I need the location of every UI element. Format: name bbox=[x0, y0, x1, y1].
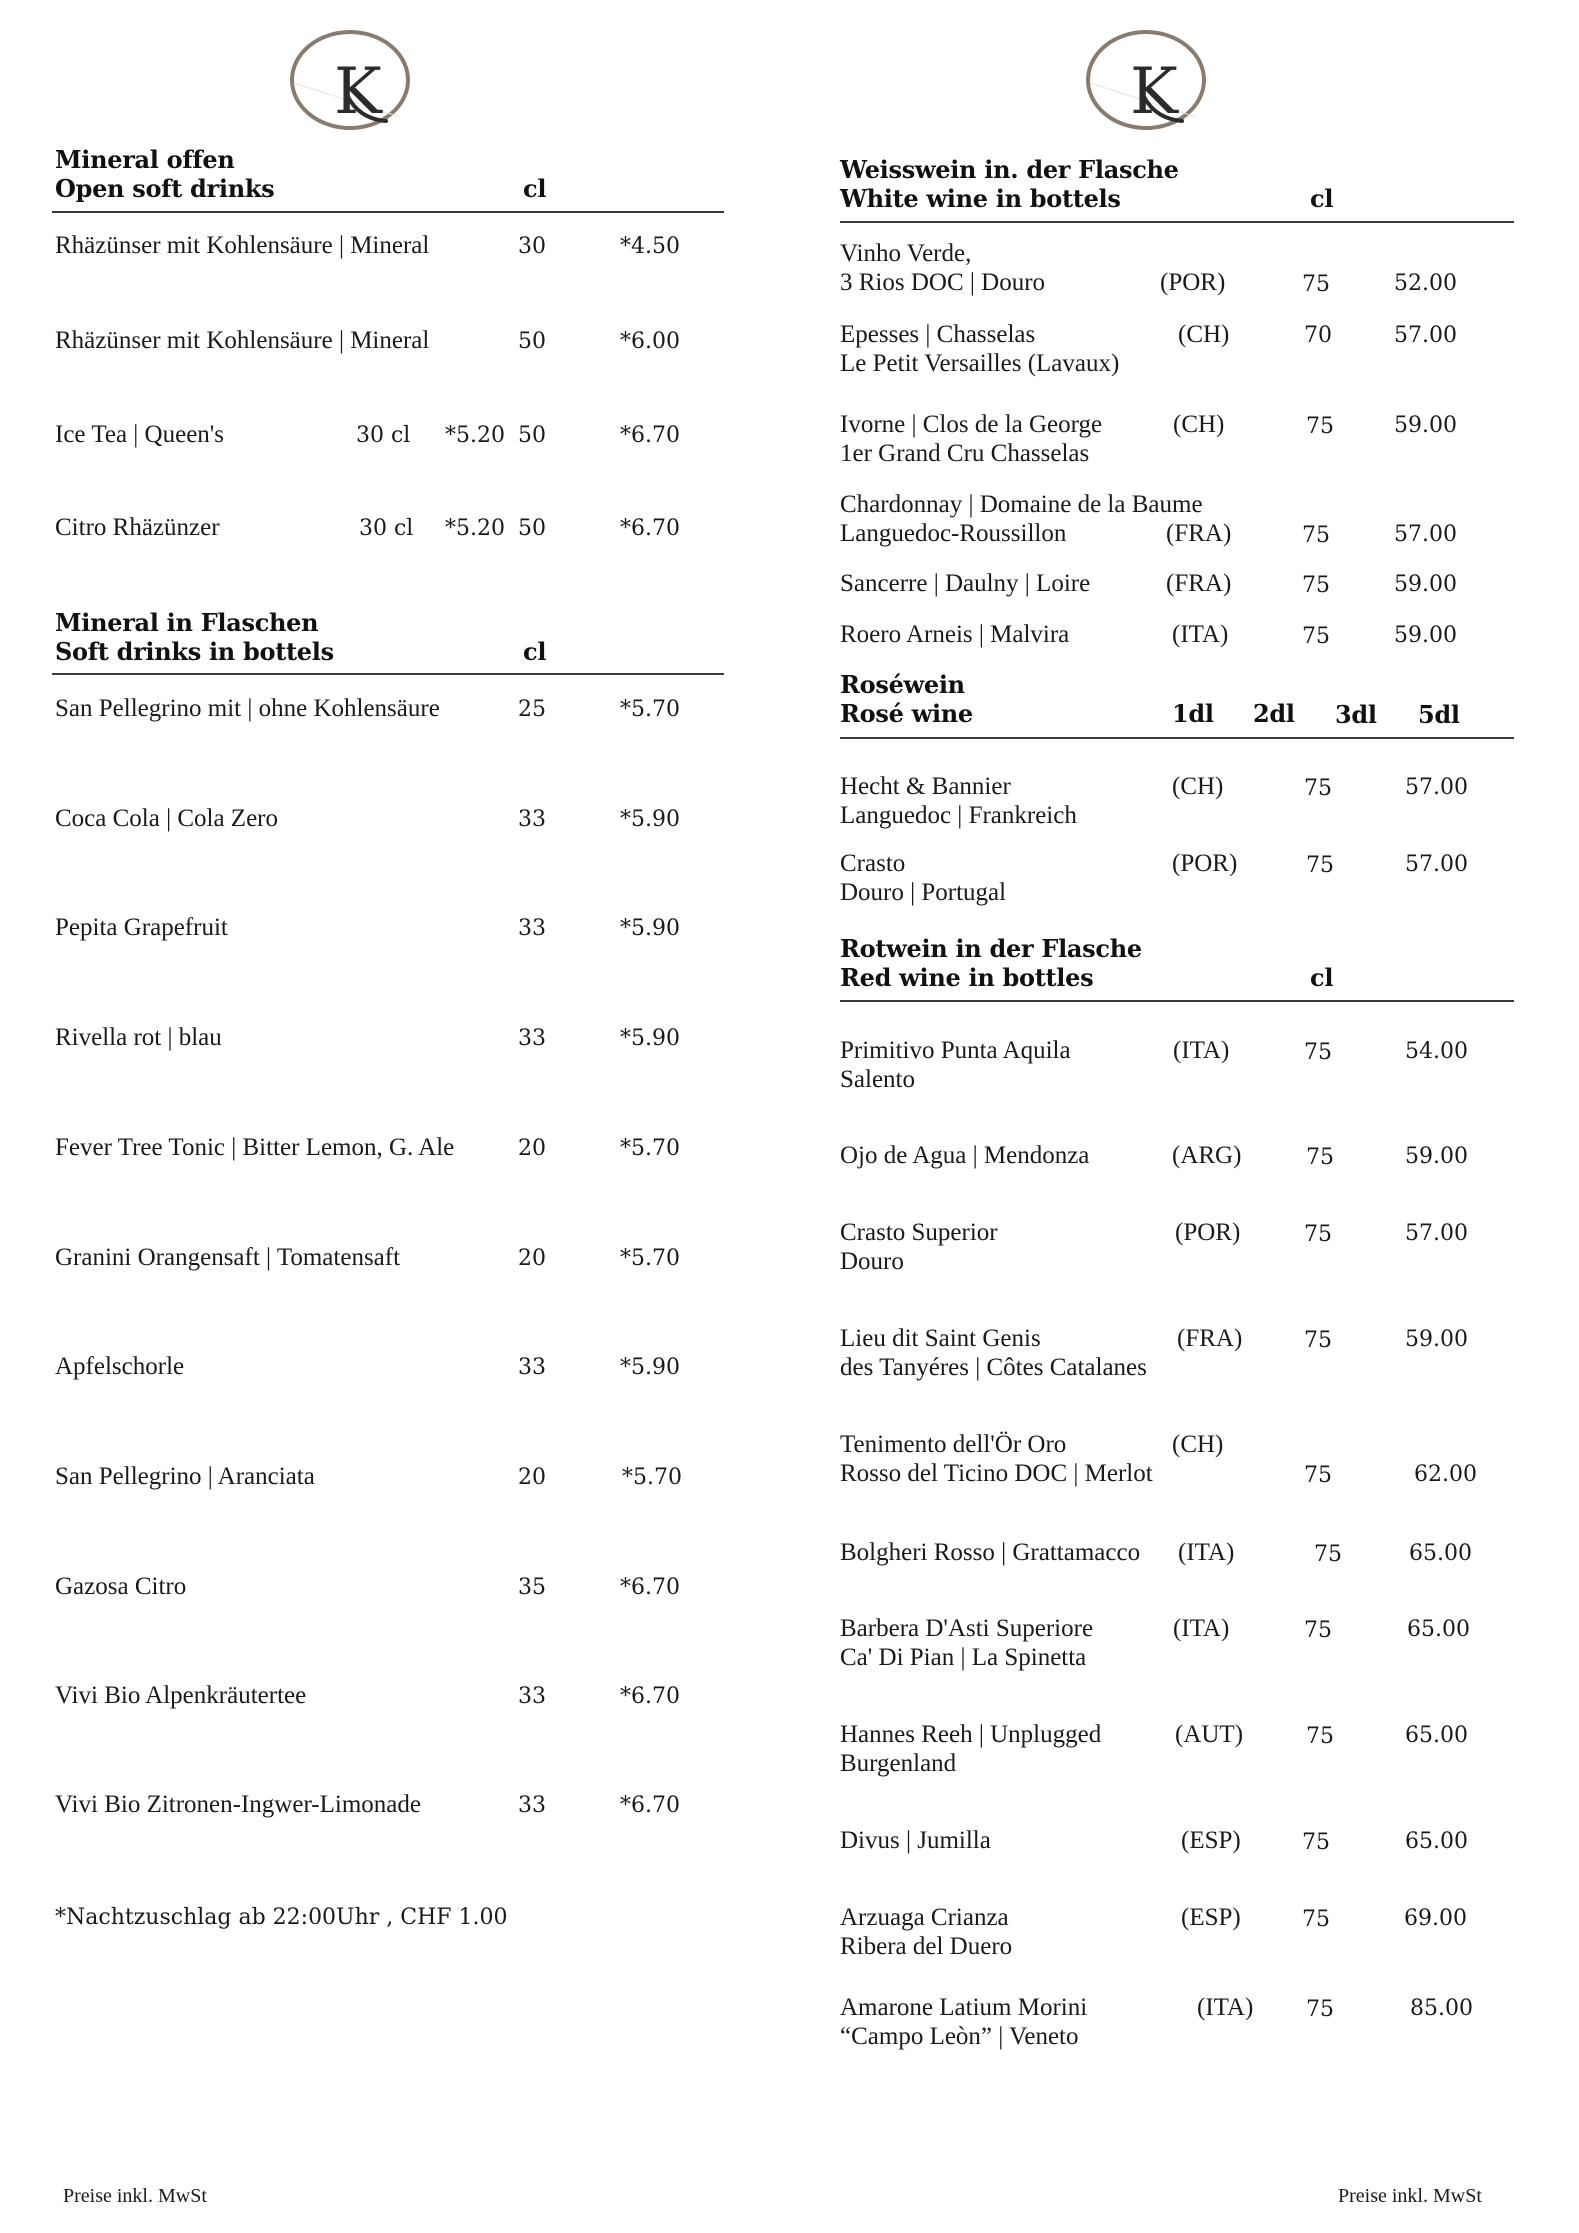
wine-name: Ojo de Agua | Mendonza bbox=[840, 1142, 1090, 1169]
wine-name: Bolgheri Rosso | Grattamacco bbox=[840, 1539, 1141, 1566]
item-small-size: 30 cl bbox=[356, 423, 411, 448]
wine-price: 69.00 bbox=[1404, 1906, 1467, 1931]
item-name: Granini Orangensaft | Tomatensaft bbox=[55, 1244, 401, 1271]
wine-name: Ivorne | Clos de la George bbox=[840, 411, 1103, 438]
wine-size: 75 bbox=[1304, 1463, 1332, 1488]
wine-price: 59.00 bbox=[1394, 623, 1457, 648]
wine-size: 70 bbox=[1304, 323, 1332, 348]
item-small-price: *5.20 bbox=[445, 423, 505, 448]
item-price: *5.90 bbox=[620, 1026, 680, 1051]
wine-name: Hannes Reeh | Unplugged bbox=[840, 1721, 1102, 1748]
wine-country: (ITA) bbox=[1178, 1539, 1235, 1566]
wine-country: (FRA) bbox=[1177, 1325, 1243, 1352]
wine-origin: Salento bbox=[840, 1066, 915, 1093]
section-title-de: Rotwein in der Flasche bbox=[840, 934, 1142, 963]
wine-origin: Languedoc | Frankreich bbox=[840, 802, 1077, 829]
wine-name: Roero Arneis | Malvira bbox=[840, 621, 1070, 648]
item-price: *6.70 bbox=[620, 516, 680, 541]
section-divider bbox=[840, 1000, 1514, 1002]
wine-price: 65.00 bbox=[1409, 1541, 1472, 1566]
wine-origin: 3 Rios DOC | Douro bbox=[840, 269, 1046, 296]
logo-left bbox=[282, 25, 422, 140]
item-name: Apfelschorle bbox=[55, 1353, 185, 1380]
wine-price: 59.00 bbox=[1394, 413, 1457, 438]
column-label-cl: cl bbox=[1310, 963, 1334, 992]
wine-price: 62.00 bbox=[1414, 1462, 1477, 1487]
item-price: *5.90 bbox=[620, 807, 680, 832]
wine-country: (ESP) bbox=[1181, 1827, 1241, 1854]
wine-size: 75 bbox=[1302, 573, 1330, 598]
wine-name: Chardonnay | Domaine de la Baume bbox=[840, 491, 1203, 518]
item-price: *4.50 bbox=[620, 234, 680, 259]
wine-country: (CH) bbox=[1173, 411, 1225, 438]
wine-country: (ARG) bbox=[1172, 1142, 1242, 1169]
wine-price: 57.00 bbox=[1405, 775, 1468, 800]
wine-origin: Ca' Di Pian | La Spinetta bbox=[840, 1644, 1087, 1671]
item-size: 33 bbox=[518, 916, 546, 941]
section-divider bbox=[840, 737, 1514, 739]
item-price: *5.70 bbox=[620, 1246, 680, 1271]
item-size: 20 bbox=[518, 1136, 546, 1161]
item-price: *5.90 bbox=[620, 916, 680, 941]
wine-origin: Burgenland bbox=[840, 1750, 957, 1777]
item-size: 35 bbox=[518, 1575, 546, 1600]
wine-size: 75 bbox=[1304, 1328, 1332, 1353]
wine-country: (FRA) bbox=[1166, 520, 1232, 547]
wine-origin: Douro bbox=[840, 1248, 904, 1275]
section-divider bbox=[840, 221, 1514, 223]
item-name: Gazosa Citro bbox=[55, 1573, 187, 1600]
section-title-de: Mineral offen bbox=[55, 145, 235, 174]
wine-origin: des Tanyéres | Côtes Catalanes bbox=[840, 1354, 1147, 1381]
item-price: *5.90 bbox=[620, 1355, 680, 1380]
wine-size: 75 bbox=[1306, 1145, 1334, 1170]
item-name: Fever Tree Tonic | Bitter Lemon, G. Ale bbox=[55, 1134, 455, 1161]
wine-name: Primitivo Punta Aquila bbox=[840, 1037, 1071, 1064]
section-divider bbox=[52, 673, 724, 675]
wine-country: (ESP) bbox=[1181, 1904, 1241, 1931]
wine-price: 85.00 bbox=[1410, 1996, 1473, 2021]
wine-size: 75 bbox=[1314, 1542, 1342, 1567]
wine-price: 59.00 bbox=[1394, 572, 1457, 597]
wine-name: Barbera D'Asti Superiore bbox=[840, 1615, 1094, 1642]
section-title-en: Soft drinks in bottels bbox=[55, 637, 334, 666]
logo-letter: K bbox=[1130, 55, 1178, 129]
wine-name: Hecht & Bannier bbox=[840, 773, 1011, 800]
wine-country: (POR) bbox=[1172, 850, 1238, 877]
wine-country: (AUT) bbox=[1175, 1721, 1244, 1748]
wine-size: 75 bbox=[1306, 1997, 1334, 2022]
column-label-1dl: 1dl bbox=[1172, 699, 1214, 728]
wine-size: 75 bbox=[1304, 1618, 1332, 1643]
column-label-3dl: 3dl bbox=[1335, 700, 1377, 729]
wine-name: Sancerre | Daulny | Loire bbox=[840, 570, 1091, 597]
item-name: Vivi Bio Alpenkräutertee bbox=[55, 1682, 307, 1709]
wine-country: (POR) bbox=[1175, 1219, 1241, 1246]
item-name: Pepita Grapefruit bbox=[55, 914, 228, 941]
column-label-cl: cl bbox=[1310, 184, 1334, 213]
column-label-cl: cl bbox=[523, 637, 547, 666]
wine-size: 75 bbox=[1302, 1907, 1330, 1932]
wine-size: 75 bbox=[1302, 523, 1330, 548]
item-name: San Pellegrino mit | ohne Kohlensäure bbox=[55, 695, 440, 722]
wine-name: Divus | Jumilla bbox=[840, 1827, 991, 1854]
wine-name: Amarone Latium Morini bbox=[840, 1994, 1088, 2021]
item-price: *6.70 bbox=[620, 1575, 680, 1600]
item-size: 33 bbox=[518, 1026, 546, 1051]
item-price: *5.70 bbox=[620, 1136, 680, 1161]
item-price: *5.70 bbox=[622, 1465, 682, 1490]
wine-name: Arzuaga Crianza bbox=[840, 1904, 1009, 1931]
wine-price: 57.00 bbox=[1405, 852, 1468, 877]
item-price: *6.00 bbox=[620, 329, 680, 354]
wine-size: 75 bbox=[1306, 414, 1334, 439]
wine-country: (FRA) bbox=[1166, 570, 1232, 597]
wine-size: 75 bbox=[1304, 776, 1332, 801]
wine-origin: “Campo Leòn” | Veneto bbox=[840, 2023, 1079, 2050]
item-size: 30 bbox=[518, 234, 546, 259]
wine-country: (CH) bbox=[1172, 773, 1224, 800]
item-price: *6.70 bbox=[620, 1684, 680, 1709]
logo-right bbox=[1078, 25, 1218, 140]
wine-name: Crasto Superior bbox=[840, 1219, 998, 1246]
item-small-size: 30 cl bbox=[359, 516, 414, 541]
item-name: Rhäzünser mit Kohlensäure | Mineral bbox=[55, 232, 430, 259]
wine-origin: 1er Grand Cru Chasselas bbox=[840, 440, 1090, 467]
wine-name: Tenimento dell'Ör Oro bbox=[840, 1431, 1067, 1458]
section-title-de: Roséwein bbox=[840, 670, 965, 699]
wine-country: (POR) bbox=[1160, 269, 1226, 296]
item-name: San Pellegrino | Aranciata bbox=[55, 1463, 315, 1490]
footer-vat-note: Preise inkl. MwSt bbox=[63, 2185, 207, 2207]
wine-country: (ITA) bbox=[1172, 621, 1229, 648]
item-size: 33 bbox=[518, 1355, 546, 1380]
wine-size: 75 bbox=[1306, 1724, 1334, 1749]
item-size: 33 bbox=[518, 807, 546, 832]
item-size: 33 bbox=[518, 1793, 546, 1818]
wine-price: 65.00 bbox=[1407, 1617, 1470, 1642]
wine-origin: Ribera del Duero bbox=[840, 1933, 1013, 1960]
section-title-de: Weisswein in. der Flasche bbox=[840, 155, 1179, 184]
wine-name: Crasto bbox=[840, 850, 906, 877]
wine-country: (ITA) bbox=[1173, 1037, 1230, 1064]
wine-size: 75 bbox=[1304, 1040, 1332, 1065]
section-title-en: Red wine in bottles bbox=[840, 963, 1094, 992]
wine-name: Lieu dit Saint Genis bbox=[840, 1325, 1041, 1352]
item-name: Rhäzünser mit Kohlensäure | Mineral bbox=[55, 327, 430, 354]
item-size: 50 bbox=[518, 423, 546, 448]
wine-size: 75 bbox=[1302, 624, 1330, 649]
wine-price: 65.00 bbox=[1405, 1723, 1468, 1748]
item-name: Citro Rhäzünzer bbox=[55, 514, 220, 541]
wine-price: 59.00 bbox=[1405, 1327, 1468, 1352]
item-size: 25 bbox=[518, 697, 546, 722]
item-price: *6.70 bbox=[620, 1793, 680, 1818]
item-price: *6.70 bbox=[620, 423, 680, 448]
section-title-en: White wine in bottels bbox=[840, 184, 1121, 213]
wine-country: (CH) bbox=[1172, 1431, 1224, 1458]
column-label-5dl: 5dl bbox=[1418, 700, 1460, 729]
wine-price: 57.00 bbox=[1405, 1221, 1468, 1246]
item-name: Ice Tea | Queen's bbox=[55, 421, 225, 448]
item-size: 50 bbox=[518, 516, 546, 541]
section-title-de: Mineral in Flaschen bbox=[55, 608, 319, 637]
wine-origin: Languedoc-Roussillon bbox=[840, 520, 1067, 547]
item-small-price: *5.20 bbox=[445, 516, 505, 541]
wine-name: Vinho Verde, bbox=[840, 240, 972, 267]
wine-price: 52.00 bbox=[1394, 271, 1457, 296]
wine-size: 75 bbox=[1302, 272, 1330, 297]
item-size: 33 bbox=[518, 1684, 546, 1709]
wine-country: (ITA) bbox=[1197, 1994, 1254, 2021]
wine-name: Epesses | Chasselas bbox=[840, 321, 1036, 348]
item-name: Rivella rot | blau bbox=[55, 1024, 222, 1051]
wine-price: 57.00 bbox=[1394, 323, 1457, 348]
wine-country: (CH) bbox=[1178, 321, 1230, 348]
section-title-en: Rosé wine bbox=[840, 699, 973, 728]
wine-price: 65.00 bbox=[1405, 1829, 1468, 1854]
section-divider bbox=[52, 211, 724, 213]
wine-origin: Douro | Portugal bbox=[840, 879, 1007, 906]
wine-country: (ITA) bbox=[1173, 1615, 1230, 1642]
column-label-2dl: 2dl bbox=[1253, 699, 1295, 728]
section-title-en: Open soft drinks bbox=[55, 174, 275, 203]
footer-vat-note: Preise inkl. MwSt bbox=[1338, 2185, 1482, 2207]
logo-letter: K bbox=[334, 55, 382, 129]
wine-size: 75 bbox=[1304, 1222, 1332, 1247]
item-size: 20 bbox=[518, 1465, 546, 1490]
item-size: 50 bbox=[518, 329, 546, 354]
item-price: *5.70 bbox=[620, 697, 680, 722]
wine-origin: Le Petit Versailles (Lavaux) bbox=[840, 350, 1120, 377]
column-label-cl: cl bbox=[523, 174, 547, 203]
wine-origin: Rosso del Ticino DOC | Merlot bbox=[840, 1460, 1153, 1487]
item-size: 20 bbox=[518, 1246, 546, 1271]
night-surcharge-note: *Nachtzuschlag ab 22:00Uhr , CHF 1.00 bbox=[55, 1905, 508, 1930]
wine-size: 75 bbox=[1306, 853, 1334, 878]
wine-price: 57.00 bbox=[1394, 522, 1457, 547]
item-name: Coca Cola | Cola Zero bbox=[55, 805, 278, 832]
wine-price: 54.00 bbox=[1405, 1039, 1468, 1064]
wine-size: 75 bbox=[1302, 1830, 1330, 1855]
item-name: Vivi Bio Zitronen-Ingwer-Limonade bbox=[55, 1791, 421, 1818]
wine-price: 59.00 bbox=[1405, 1144, 1468, 1169]
